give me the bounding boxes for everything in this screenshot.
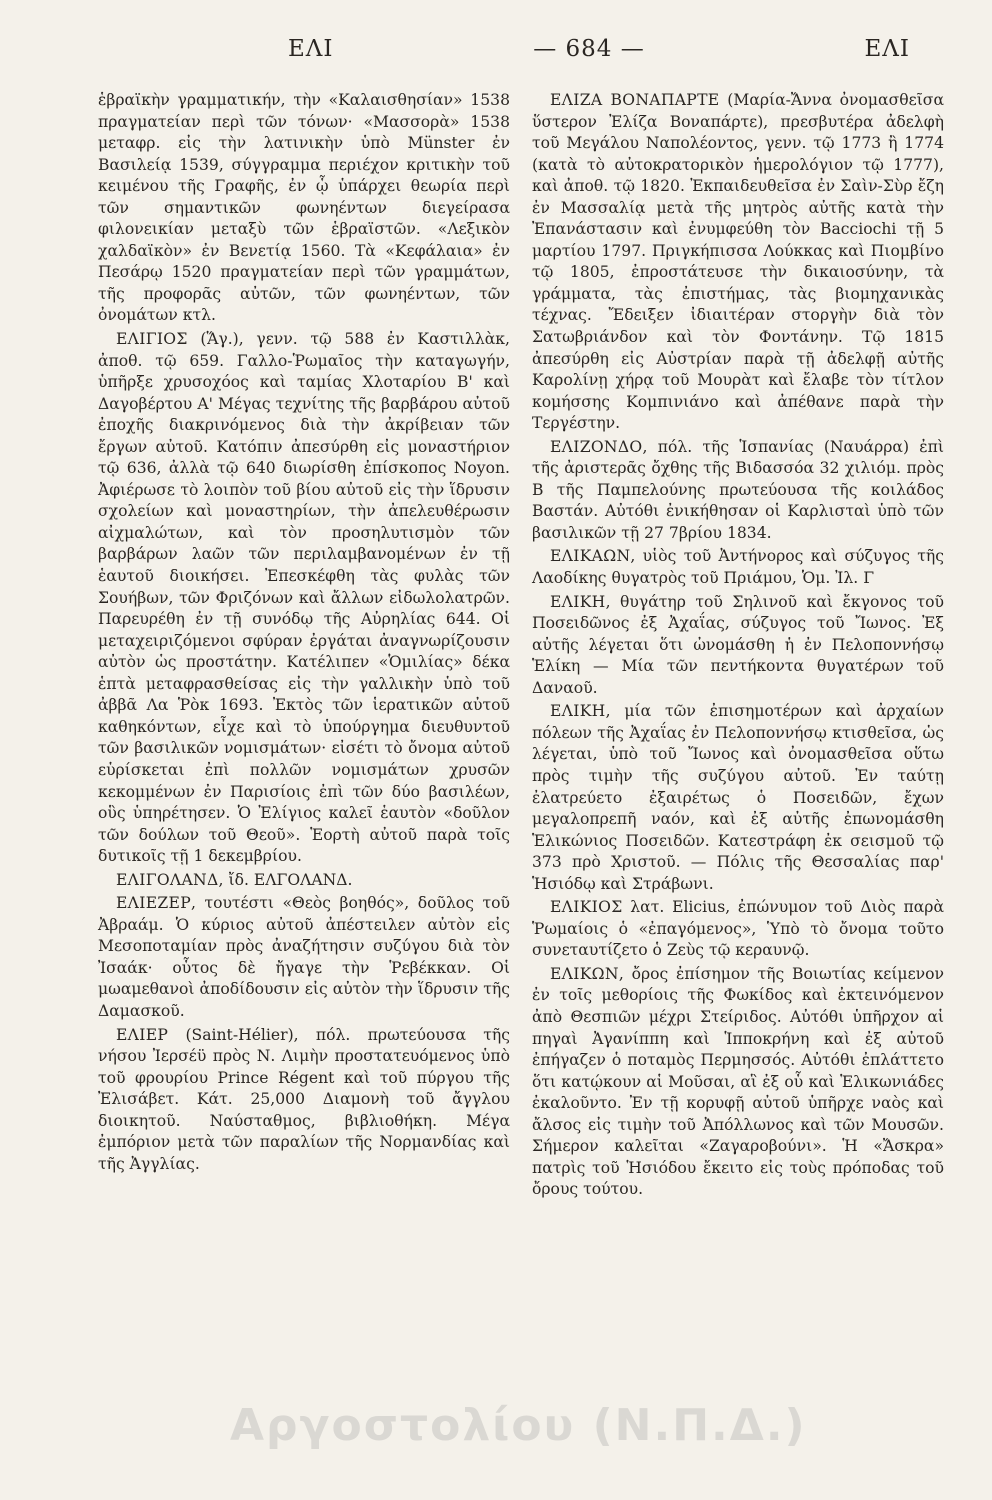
dictionary-entry — [532, 546, 944, 589]
entry-headword: ΕΛΙΖΑ ΒΟΝΑΠΑΡΤΕ — [550, 91, 720, 109]
entry-text: , θυγάτηρ τοῦ Σηλινοῦ καὶ ἔκγονος τοῦ Ποσειδῶνος ἐξ Ἀχαΐας, σύζυγος τοῦ Ἴωνος. Ἐξ αὐτῆς λέγεται ὅτι ὠνομάσθη ἡ ἐν Πελοποννήσῳ Ἑλίκη — Μία τῶν πεντήκοντα θυγατέρων τοῦ Δαναοῦ. — [532, 592, 944, 697]
entry-text: , ἴδ. ΕΛΓΟΛΑΝΔ. — [218, 870, 353, 889]
entry-text: (Μαρία-Ἄννα ὀνομασθεῖσα ὕστερον Ἐλίζα Βοναπάρτε), πρεσβυτέρα ἀδελφὴ τοῦ Μεγάλου Ναπολέοντος, γενν. τῷ 1773 ἢ 1774 (κατὰ τὸ αὐτοκρατορικὸν ἡμερολόγιον τῷ 1777), καὶ ἀποθ. τῷ 1820. Ἐκπαιδευθεῖσα ἐν Σαὶν-Σὺρ ἔζη ἐν Μασσαλίᾳ μετὰ τῆς μητρὸς αὐτῆς κατὰ τὴν Ἐπανάστασιν καὶ ἐνυμφεύθη τὸν Bacciochi τῇ 5 μαρτίου 1797. Πριγκήπισσα Λούκκας καὶ Πιομβίνο τῷ 1805, ἐπροστάτευσε τὴν δικαιοσύνην, τὰ γράμματα, τὰς ἐπιστήμας, τὰς βιομηχανικὰς τέχνας. Ἔδειξεν ἰδιαιτέραν στοργὴν διὰ τὸν Σατωβριάνδον καὶ τὸν Φοντάνην. Τῷ 1815 ἀπεσύρθη εἰς Αὐστρίαν παρὰ τῇ ἀδελφῇ αὐτῆς Καρολίνῃ χήρᾳ τοῦ Μουρὰτ καὶ ἔλαβε τὸν τίτλον κομήσσης Κομπινιάνο καὶ ἀπέθανε παρὰ τὴν Τεργέστην. — [532, 91, 944, 433]
entry-headword: ΕΛΙΕΖΕΡ — [116, 894, 191, 913]
entry-headword: ΕΛΙΓΟΛΑΝΔ — [116, 870, 219, 889]
entry-text: , τουτέστι «Θεὸς βοηθός», δοῦλος τοῦ Ἀβραάμ. Ὁ κύριος αὐτοῦ ἀπέστειλεν αὐτὸν εἰς Μεσοποταμίαν πρὸς ἀναζήτησιν συζύγου διὰ τὸν Ἰσαάκ· οὗτος δὲ ἤγαγε τὴν Ῥεβέκκαν. Οἱ μωαμεθανοὶ ἀποδίδουσιν εἰς αὐτὸν τὴν ἵδρυσιν τῆς Δαμασκοῦ. — [98, 894, 510, 1020]
entry-text: ἑβραϊκὴν γραμματικήν, τὴν «Καλαισθησίαν» 1538 πραγματείαν περὶ τῶν τόνων· «Μασσορὰ» 1538 μεταφρ. εἰς τὴν λατινικὴν ὑπὸ Münster ἐν Βασιλείᾳ 1539, σύγγραμμα περιέχον κριτικὴν τοῦ κειμένου τῆς Γραφῆς, ἐν ᾧ ὑπάρχει θεωρία περὶ τῶν σημαντικῶν φωνηέντων διεγείρασα φιλονεικίαν μεταξὺ τῶν ἑβραϊστῶν. «Λεξικὸν χαλδαϊκὸν» ἐν Βενετίᾳ 1560. Τὰ «Κεφάλαια» ἐν Πεσάρῳ 1520 πραγματείαν περὶ τῶν γραμμάτων, τῆς προφορᾶς αὐτῶν, τῶν φωνηέντων, τῶν ὀνομάτων κτλ. — [98, 91, 510, 325]
entry-headword: ΕΛΙΚΗ — [550, 702, 606, 721]
dictionary-entry — [98, 329, 510, 868]
dictionary-entry — [532, 437, 944, 545]
entry-text: , πόλ. τῆς Ἱσπανίας (Ναυάρρα) ἐπὶ τῆς ἀριστερᾶς ὄχθης τῆς Βιδασσόα 32 χιλιόμ. πρὸς Β τῆς Παμπελούνης πρωτεύουσα τῆς κοιλάδος Βαστάν. Αὐτόθι ἐνικήθησαν οἱ Καρλισταὶ ὑπὸ τῶν βασιλικῶν τῇ 27 7βρίου 1834. — [532, 437, 944, 542]
entry-text: , ὄρος ἐπίσημον τῆς Βοιωτίας κείμενον ἐν τοῖς μεθορίοις τῆς Φωκίδος καὶ ἐκτεινόμενον ἀπὸ Θεσπιῶν μέχρι Στείριδος. Αὐτόθι ὑπῆρχον αἱ πηγαὶ Ἀγανίππη καὶ Ἱπποκρήνη καὶ ἐξ αὐτοῦ ἐπήγαζεν ὁ ποταμὸς Περμησσός. Αὐτόθι ἐπλάττετο ὅτι κατῴκουν αἱ Μοῦσαι, αἳ ἐξ οὗ καὶ Ἑλικωνιάδες ἐκαλοῦντο. Ἐν τῇ κορυφῇ αὐτοῦ ὑπῆρχε ναὸς καὶ ἄλσος εἰς τιμὴν τοῦ Ἀπόλλωνος καὶ τῶν Μουσῶν. Σήμερον καλεῖται «Ζαγαροβούνι». Ἡ «Ἄσκρα» πατρὶς τοῦ Ἡσιόδου ἔκειτο εἰς τοὺς πρόποδας τοῦ ὄρους τούτου. — [532, 964, 944, 1199]
entry-headword: ΕΛΙΚΑΩΝ — [550, 547, 631, 566]
entry-headword: ΕΛΙΕΡ — [116, 1025, 169, 1044]
entry-text: , μία τῶν ἐπισημοτέρων καὶ ἀρχαίων πόλεων τῆς Ἀχαΐας ἐν Πελοποννήσῳ κτισθεῖσα, ὡς λέγεται, ὑπὸ τοῦ Ἴωνος καὶ ὀνομασθεῖσα οὕτω πρὸς τιμὴν τῆς συζύγου αὐτοῦ. Ἐν ταύτῃ ἐλατρεύετο ἐξαιρέτως ὁ Ποσειδῶν, ἔχων μεγαλοπρεπῆ ναόν, καὶ ἐξ αὐτῆς ἐπωνομάσθη Ἑλικώνιος Ποσειδῶν. Κατεστράφη ἐκ σεισμοῦ τῷ 373 πρὸ Χριστοῦ. — Πόλις τῆς Θεσσαλίας παρ' Ἡσιόδῳ καὶ Στράβωνι. — [532, 702, 944, 893]
dictionary-entry — [532, 964, 944, 1201]
left-column — [98, 90, 510, 1203]
entry-continuation — [98, 90, 510, 327]
header-right-guideword: ΕΛΙ — [864, 36, 910, 62]
entry-headword: ΕΛΙΚΩΝ — [550, 964, 619, 983]
entry-headword: ΕΛΙΖΟΝΔΟ — [550, 437, 643, 456]
entry-text: (Saint-Hélier), πόλ. πρωτεύουσα τῆς νήσου Ἰερσέϋ πρὸς Ν. Λιμὴν προστατευόμενος ὑπὸ τοῦ φρουρίου Prince Régent καὶ τοῦ πύργου τῆς Ἐλισάβετ. Κάτ. 25,000 Διαμονὴ τοῦ ἄγγλου διοικητοῦ. Ναύσταθμος, βιβλιοθήκη. Μέγα ἐμπόριον μετὰ τῶν παραλίων τῆς Νορμανδίας καὶ τῆς Ἀγγλίας. — [98, 1025, 510, 1173]
dictionary-entry — [532, 897, 944, 962]
dictionary-entry — [532, 90, 944, 435]
dictionary-entry — [532, 701, 944, 895]
dictionary-entry — [98, 870, 510, 892]
dictionary-entry — [98, 1025, 510, 1176]
dictionary-entry — [98, 893, 510, 1022]
library-watermark: Αργοστολίου (Ν.Π.Δ.) — [230, 1400, 807, 1451]
entry-text: λατ. Elicius, ἐπώνυμον τοῦ Διὸς παρὰ Ῥωμαίοις ὁ «ἐπαγόμενος», Ὑπὸ τὸ ὄνομα τοῦτο συνεταυτίζετο ὁ Ζεὺς τῷ κεραυνῷ. — [532, 898, 944, 960]
entry-headword: ΕΛΙΓΙΟΣ — [116, 330, 188, 349]
page-number: — 684 — — [533, 36, 645, 62]
entry-text: , υἱὸς τοῦ Ἀντήνορος καὶ σύζυγος τῆς Λαοδίκης θυγατρὸς τοῦ Πριάμου, Ὁμ. Ἰλ. Γ — [532, 547, 944, 588]
running-header — [98, 36, 946, 82]
dictionary-entry — [532, 592, 944, 700]
right-column — [532, 90, 944, 1203]
entry-text: (Ἅγ.), γενν. τῷ 588 ἐν Καστιλλὰκ, ἀποθ. τῷ 659. Γαλλο-Ῥωμαῖος τὴν καταγωγήν, ὑπῆρξε χρυσοχόος καὶ ταμίας Χλοταρίου Β' καὶ Δαγοβέρτου Α' Μέγας τεχνίτης τῆς βαρβάρου αὐτοῦ ἐποχῆς διακρινόμενος διὰ τὴν ἀκρίβειαν τῶν ἔργων αὐτοῦ. Κατόπιν ἀπεσύρθη εἰς μοναστήριον τῷ 636, ἀλλὰ τῷ 640 διωρίσθη ἐπίσκοπος Noyon. Ἀφιέρωσε τὸ λοιπὸν τοῦ βίου αὐτοῦ εἰς τὴν ἵδρυσιν σχολείων καὶ μοναστηρίων, τὴν ἀπελευθέρωσιν αἰχμαλώτων, καὶ τὸν προσηλυτισμὸν τῶν βαρβάρων λαῶν τῶν περιλαμβανομένων ἐν τῇ ἑαυτοῦ διοικήσει. Ἐπεσκέφθη τὰς φυλὰς τῶν Σουήβων, τῶν Φριζόνων καὶ ἄλλων εἰδωλολατρῶν. Παρευρέθη ἐν τῇ συνόδῳ τῆς Αὐρηλίας 644. Οἱ μεταχειριζόμενοι σφύραν ἐργάται ἀναγνωρίζουσιν αὐτὸν ὡς προστάτην. Κατέλιπεν «Ὁμιλίας» δέκα ἑπτὰ μεταφρασθείσας εἰς τὴν γαλλικὴν ὑπὸ τοῦ ἀββᾶ Λα Ῥὸκ 1693. Ἐκτὸς τῶν ἱερατικῶν αὐτοῦ καθηκόντων, εἶχε καὶ τὸ ὑπούργημα διευθυντοῦ τῶν βασιλικῶν νομισμάτων· εἰσέτι τὸ ὄνομα αὐτοῦ εὑρίσκεται ἐπὶ πολλῶν νομισμάτων χρυσῶν κεκομμένων ἐν Παρισίοις ἐπὶ τῶν δύο βασιλέων, οὓς ὑπηρέτησεν. Ὁ Ἐλίγιος καλεῖ ἑαυτὸν «δοῦλον τῶν δούλων τοῦ Θεοῦ». Ἑορτὴ αὐτοῦ παρὰ τοῖς δυτικοῖς τῇ 1 δεκεμβρίου. — [98, 330, 510, 866]
header-left-guideword: ΕΛΙ — [288, 36, 334, 62]
entry-headword: ΕΛΙΚΗ — [550, 592, 606, 611]
entry-headword: ΕΛΙΚΙΟΣ — [550, 898, 623, 917]
text-columns — [98, 90, 946, 1203]
